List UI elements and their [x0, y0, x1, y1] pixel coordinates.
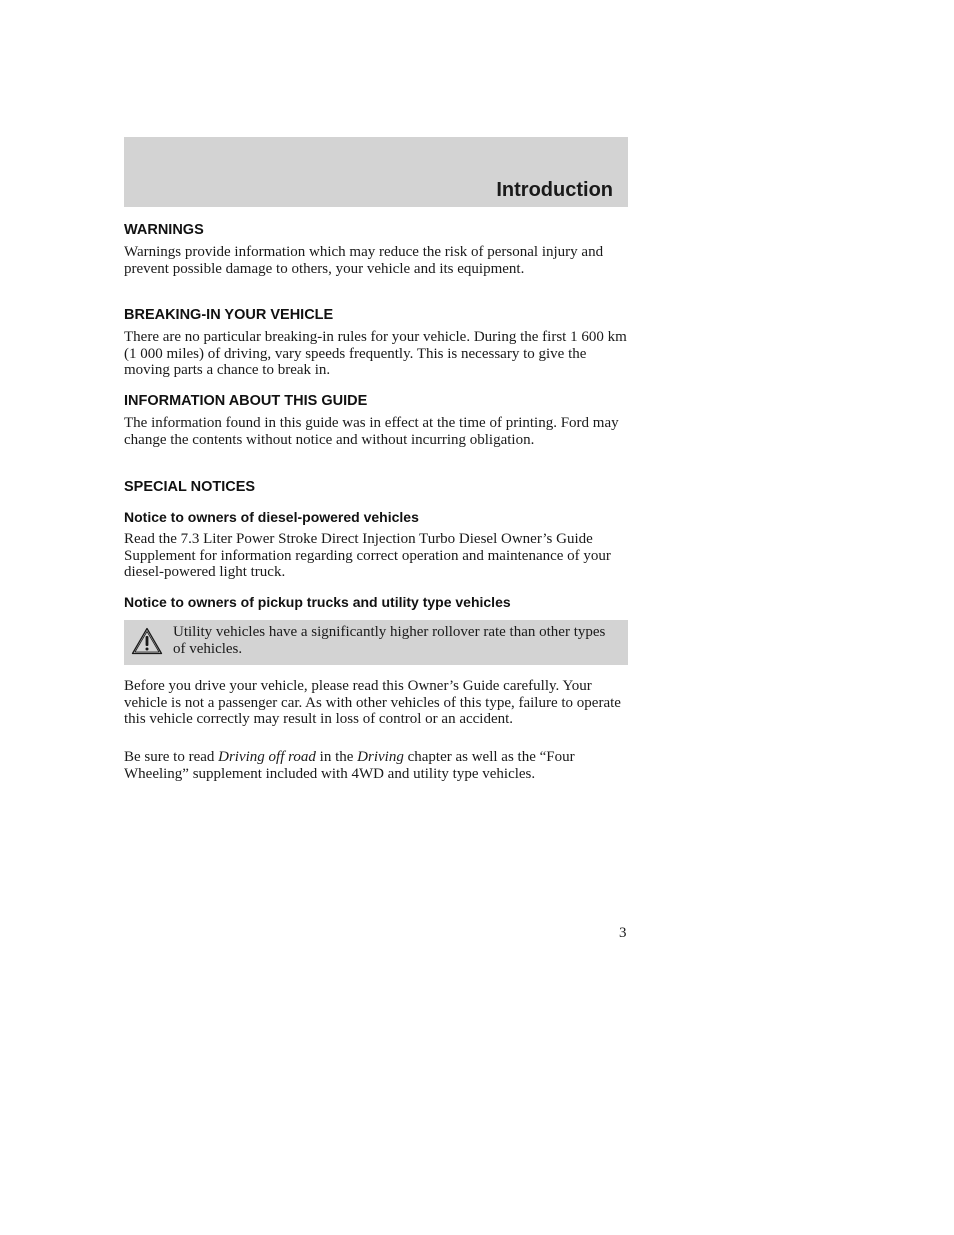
warning-triangle-icon — [131, 627, 163, 655]
manual-page — [124, 137, 628, 782]
warning-text: Utility vehicles have a significantly higher rollover rate than other types of vehicles. — [173, 624, 606, 657]
section-heading-warnings: WARNINGS — [124, 222, 204, 238]
utility-body-1-block — [124, 678, 628, 728]
section-warnings — [124, 221, 628, 277]
subsection-utility — [124, 593, 628, 611]
warning-callout — [124, 620, 628, 665]
utility-body-2-part-2: in the — [315, 749, 358, 765]
section-guide-info — [124, 392, 628, 448]
utility-body-2 — [124, 749, 628, 782]
section-heading-special-notices: SPECIAL NOTICES — [124, 479, 256, 495]
section-breaking-in — [124, 306, 628, 379]
section-heading-guide-info: INFORMATION ABOUT THIS GUIDE — [124, 393, 368, 409]
subsection-heading-diesel: Notice to owners of diesel-powered vehicles — [124, 509, 419, 525]
section-special-notices — [124, 478, 628, 496]
utility-body-2-part-3: chapter as well as the “Four Wheeling” supplement included with 4WD and utility type vehicles. — [124, 749, 575, 782]
utility-body-2-italic-1: Driving off road — [218, 749, 316, 765]
utility-body-1: Before you drive your vehicle, please read this Owner’s Guide carefully. Your vehicle is not a passenger car. As with other vehicles of this type, failure to operate this vehicle correctly may result in loss of control or an accident. — [124, 678, 621, 727]
chapter-header-band — [124, 137, 628, 207]
section-heading-breaking-in: BREAKING-IN YOUR VEHICLE — [124, 307, 334, 323]
utility-body-2-italic-2: Driving — [357, 749, 404, 765]
subsection-heading-utility: Notice to owners of pickup trucks and utility type vehicles — [124, 594, 511, 610]
subsection-body-diesel: Read the 7.3 Liter Power Stroke Direct Injection Turbo Diesel Owner’s Guide Supplement for information regarding correct operation and maintenance of your diesel-powered light truck. — [124, 531, 611, 580]
utility-body-2-block — [124, 749, 628, 782]
page-number: 3 — [619, 925, 627, 941]
section-body-breaking-in: There are no particular breaking-in rules for your vehicle. During the first 1 600 km (1 000 miles) of driving, vary speeds frequently. This is necessary to give the moving parts a chance to break in. — [124, 329, 627, 378]
section-body-warnings: Warnings provide information which may reduce the risk of personal injury and prevent possible damage to others, your vehicle and its equipment. — [124, 244, 604, 277]
section-body-guide-info: The information found in this guide was in effect at the time of printing. Ford may change the contents without notice and without incurring obligation. — [124, 415, 619, 448]
chapter-title: Introduction — [496, 179, 613, 201]
subsection-diesel — [124, 508, 628, 581]
utility-body-2-part-1: Be sure to read — [124, 749, 219, 765]
